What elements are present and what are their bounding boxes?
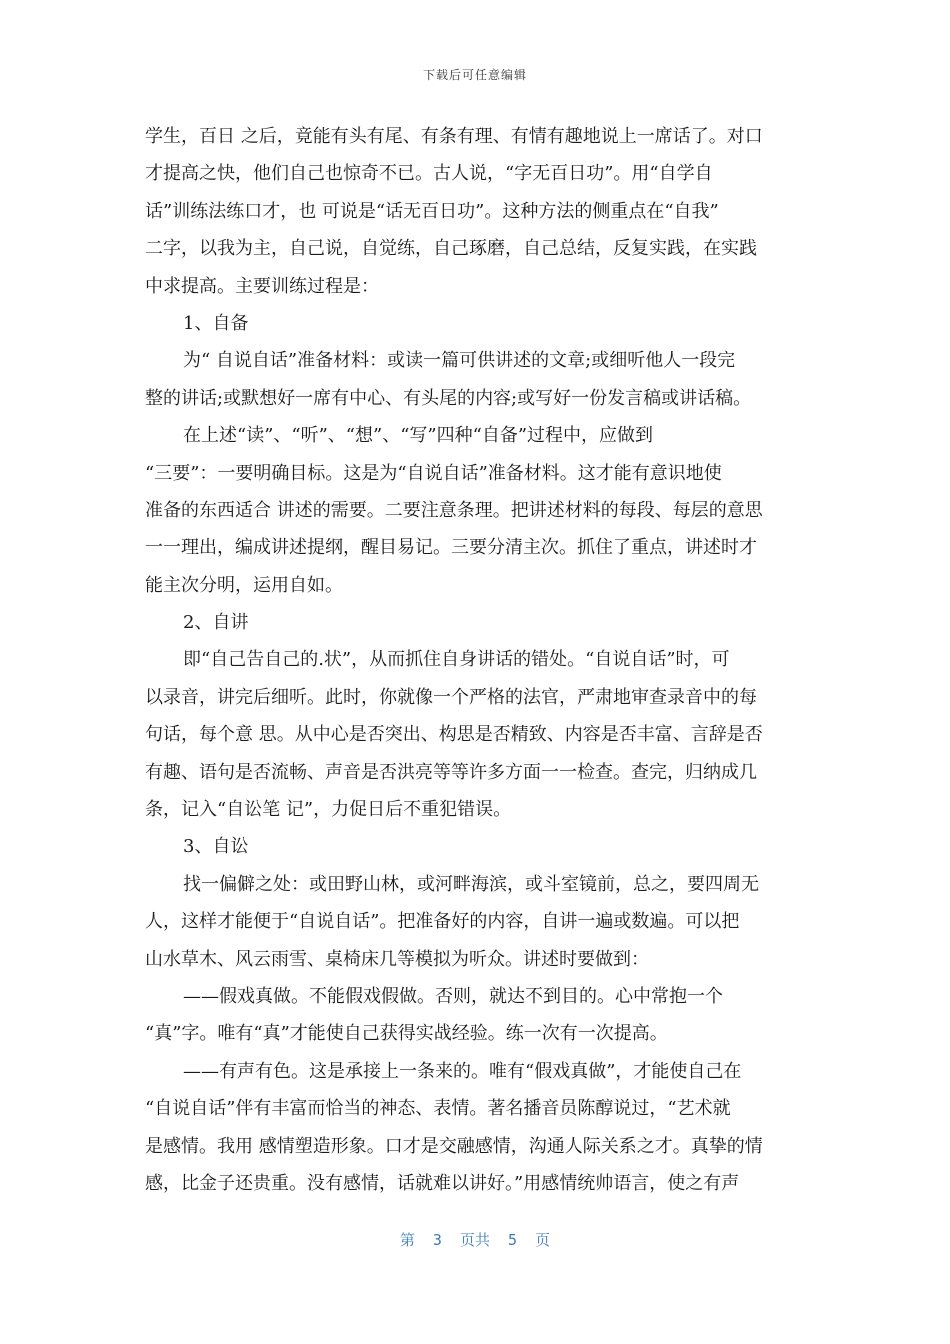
text-line: 人，这样才能便于“自说自话”。把准备好的内容，自讲一遍或数遍。可以把 [145,911,740,933]
text-line: 是感情。我用 感情塑造形象。口才是交融感情，沟通人际关系之才。真挚的情 [145,1135,763,1157]
page-header: 下载后可任意编辑 [422,68,527,82]
text-line: 即“自己告自己的.状”，从而抓住自身讲话的错处。“自说自话”时，可 [183,649,730,671]
document-body [145,118,805,1202]
text-line: 句话，每个意 思。从中心是否突出、构思是否精致、内容是否丰富、言辞是否 [145,724,763,746]
text-line: 整的讲话;或默想好一席有中心、有头尾的内容;或写好一份发言稿或讲话稿。 [145,387,752,409]
text-line: ——有声有色。这是承接上一条来的。唯有“假戏真做”，才能使自己在 [183,1060,742,1082]
text-line: 在上述“读”、“听”、“想”、“写”四种“自备”过程中，应做到 [183,425,654,447]
text-line: 2、自讲 [183,612,249,634]
text-line: “真”字。唯有“真”才能使自己获得实战经验。练一次有一次提高。 [145,1023,668,1045]
text-line: 为“ 自说自话”准备材料：或读一篇可供讲述的文章;或细听他人一段完 [183,350,736,372]
text-line: 山水草木、风云雨雪、桌椅床几等模拟为听众。讲述时要做到： [145,948,649,970]
text-line: 以录音，讲完后细听。此时，你就像一个严格的法官，严肃地审查录音中的每 [145,686,757,708]
text-line: 准备的东西适合 讲述的需要。二要注意条理。把讲述材料的每段、每层的意思 [145,499,763,521]
text-line: 一一理出，编成讲述提纲，醒目易记。三要分清主次。抓住了重点，讲述时才 [145,537,757,559]
text-line: “三要”：一要明确目标。这是为“自说自话”准备材料。这才能有意识地使 [145,462,722,484]
text-line: 感，比金子还贵重。没有感情，话就难以讲好。”用感情统帅语言，使之有声 [145,1172,740,1194]
text-line: 有趣、语句是否流畅、声音是否洪亮等等许多方面一一检查。查完，归纳成几 [145,761,757,783]
text-line: 话”训练法练口才，也 可说是“话无百日功”。这种方法的侧重点在“自我” [145,200,719,222]
text-line: “自说自话”伴有丰富而恰当的神态、表情。著名播音员陈醇说过，“艺术就 [145,1098,731,1120]
text-line: 二字，以我为主，自己说，自觉练，自己琢磨，自己总结，反复实践，在实践 [145,238,757,260]
text-line: 条，记入“自讼笔 记”，力促日后不重犯错误。 [145,799,512,821]
text-line: 学生，百日 之后，竟能有头有尾、有条有理、有情有趣地说上一席话了。对口 [145,126,763,147]
text-line: ——假戏真做。不能假戏假做。否则，就达不到目的。心中常抱一个 [183,985,723,1007]
text-line: 找一偏僻之处：或田野山林，或河畔海滨，或斗室镜前，总之，要四周无 [183,873,759,895]
text-line: 才提高之快，他们自己也惊奇不已。古人说，“字无百日功”。用“自学自 [145,163,713,185]
text-line: 1、自备 [183,312,249,334]
page-number-footer: 第 3 页共 5 页 [399,1231,551,1249]
text-line: 能主次分明，运用自如。 [145,574,343,596]
text-line: 3、自讼 [183,836,249,858]
text-line: 中求提高。主要训练过程是： [145,275,379,297]
